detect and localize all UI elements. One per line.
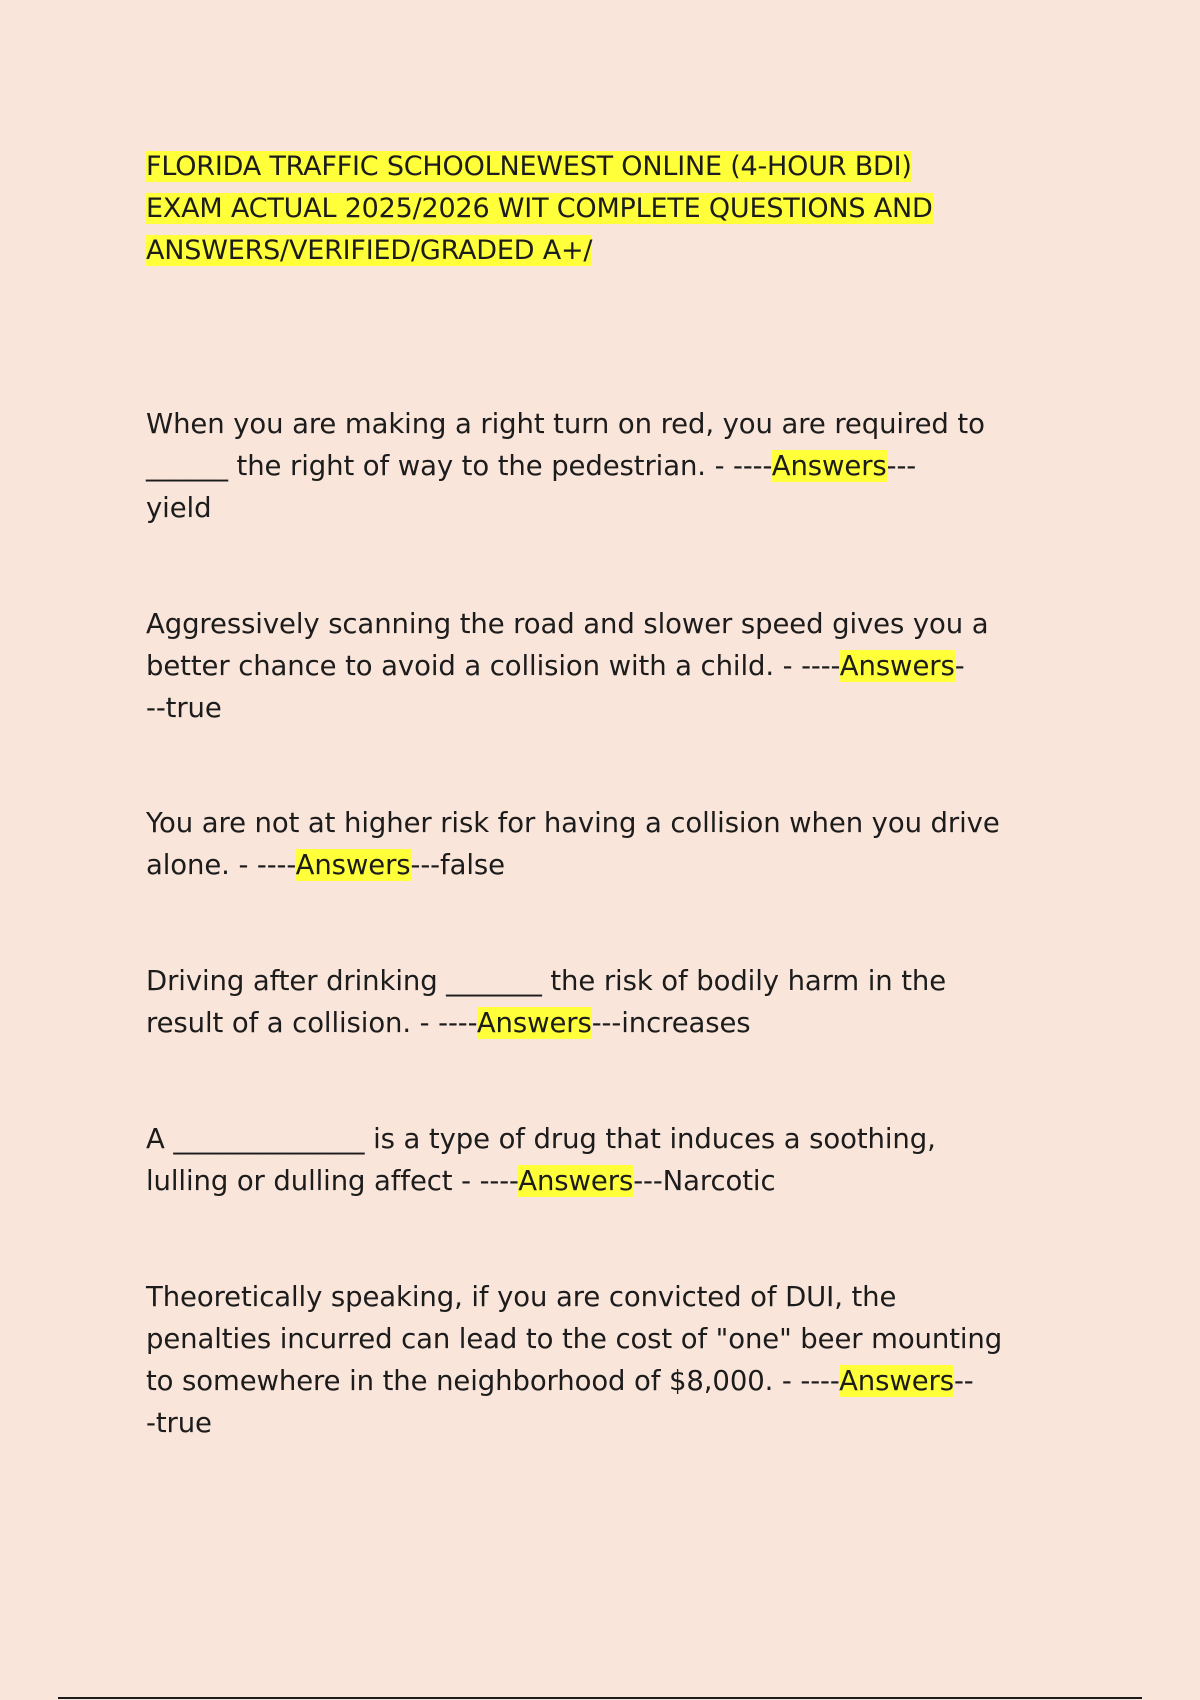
qa-text: When you are making a right turn on red, you are required to [146, 408, 985, 440]
answers-highlight: Answers [295, 849, 411, 881]
qa-text: Aggressively scanning the road and slower speed gives you a [146, 608, 989, 640]
qa-text: to somewhere in the neighborhood of $8,000. - ---- [146, 1365, 840, 1397]
question-answer-item [146, 802, 1066, 886]
answer-text: yield [146, 492, 212, 524]
qa-text: Theoretically speaking, if you are convicted of DUI, the [146, 1281, 897, 1313]
answers-highlight: Answers [518, 1165, 634, 1197]
answer-text: --true [146, 692, 222, 724]
question-answer-item [146, 1276, 1066, 1444]
answer-text: ---Narcotic [633, 1165, 776, 1197]
qa-text: alone. - ---- [146, 849, 296, 881]
qa-text: result of a collision. - ---- [146, 1007, 477, 1039]
answers-highlight: Answers [839, 1365, 954, 1397]
document-title [146, 146, 1046, 272]
title-line-3: ANSWERS/VERIFIED/GRADED A+/ [146, 235, 593, 266]
qa-text: --- [886, 450, 917, 482]
qa-text: - [954, 650, 965, 682]
qa-text: -- [953, 1365, 974, 1397]
question-answer-item [146, 403, 1066, 529]
answer-text: ---false [410, 849, 505, 881]
answer-text: ---increases [591, 1007, 751, 1039]
qa-text: better chance to avoid a collision with a child. - ---- [146, 650, 840, 682]
question-answer-item [146, 603, 1066, 729]
answers-highlight: Answers [839, 650, 955, 682]
answer-text: -true [146, 1407, 212, 1439]
footer-rule [58, 1697, 1142, 1699]
title-line-2: EXAM ACTUAL 2025/2026 WIT COMPLETE QUESTIONS AND [146, 193, 933, 224]
question-answer-item [146, 1118, 1066, 1202]
qa-text: penalties incurred can lead to the cost of "one" beer mounting [146, 1323, 1003, 1355]
title-line-1: FLORIDA TRAFFIC SCHOOLNEWEST ONLINE (4-HOUR BDI) [146, 151, 912, 182]
qa-text: ______ the right of way to the pedestrian. - ---- [146, 450, 772, 482]
qa-text: Driving after drinking _______ the risk of bodily harm in the [146, 965, 947, 997]
qa-text: You are not at higher risk for having a collision when you drive [146, 807, 1000, 839]
qa-text: lulling or dulling affect - ---- [146, 1165, 519, 1197]
answers-highlight: Answers [771, 450, 887, 482]
qa-text: A ______________ is a type of drug that induces a soothing, [146, 1123, 936, 1155]
answers-highlight: Answers [476, 1007, 592, 1039]
question-answer-item [146, 960, 1066, 1044]
